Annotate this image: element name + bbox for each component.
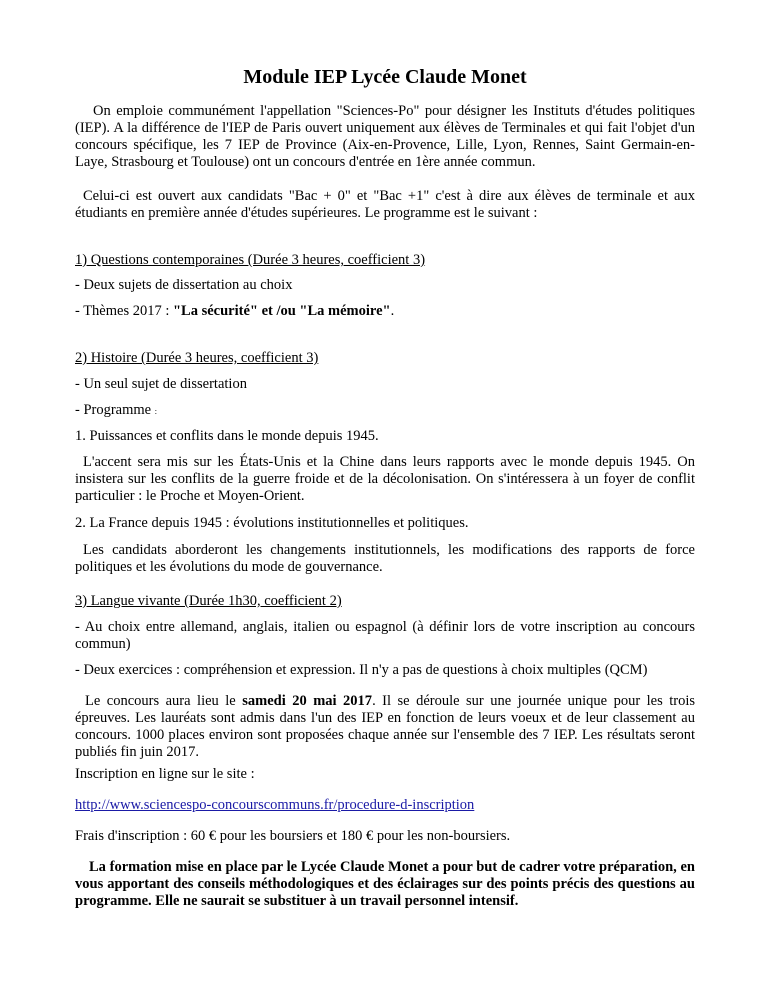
inscription-link[interactable]: http://www.sciencespo-concourscommuns.fr/procedure-d-inscription [75,797,475,813]
section-2-item-2 [75,402,695,420]
inscription-line [75,797,695,814]
conclusion-paragraph: La formation mise en place par le Lycée Claude Monet a pour but de cadrer votre préparation, en vous apportant des conseils méthodologiques et des éclairages sur des points précis des questions au programme. Elle ne saurait se substituer à un travail personnel intensif. [75,859,695,909]
programme-colon: : [154,407,157,416]
section-1-item-2 [75,303,695,320]
themes-period: . [390,303,395,319]
section-2-heading: 2) Histoire (Durée 3 heures, coefficient 3) [75,350,319,366]
intro-paragraph-1: On emploie communément l'appellation "Sciences-Po" pour désigner les Instituts d'études politiques (IEP). A la différence de l'IEP de Paris ouvert uniquement aux élèves de Terminales et qui fait l'objet d'un concours spécifique, les 7 IEP de Province (Aix-en-Provence, Lille, Lyon, Rennes, Saint Germain-en-Laye, Strasbourg et Toulouse) ont un concours d'entrée en 1ère année commun. [75,103,695,170]
section-3-heading: 3) Langue vivante (Durée 1h30, coefficient 2) [75,593,342,609]
frais-line: Frais d'inscription : 60 € pour les boursiers et 180 € pour les non-boursiers. [75,828,511,844]
intro-paragraph-2: Celui-ci est ouvert aux candidats "Bac + 0" et "Bac +1" c'est à dire aux élèves de terminale et aux étudiants en première année d'études supérieures. Le programme est le suivant : [75,188,695,221]
concours-prefix: Le concours aura lieu le [85,693,243,709]
section-3-item-1: - Au choix entre allemand, anglais, italien ou espagnol (à définir lors de votre inscription au concours commun) [75,619,695,652]
section-3-item-2: - Deux exercices : compréhension et expression. Il n'y a pas de questions à choix multiples (QCM) [75,662,648,678]
section-1-item-1: - Deux sujets de dissertation au choix [75,277,293,293]
concours-suffix: . Il se déroule sur une journée unique pour les trois épreuves. Les lauréats sont admis dans l'un des IEP en fonction de leurs voeux et de leur classement au concours. 1000 places environ sont proposées chaque année sur l'ensemble des 7 IEP. Les résultats seront publiés fin juin 2017. [75,693,696,760]
programme-2-title: 2. La France depuis 1945 : évolutions institutionnelles et politiques. [75,515,469,531]
themes-label: - Thèmes 2017 : [75,303,173,319]
programme-2-text: Les candidats aborderont les changements institutionnels, les modifications des rapports de force politiques et les évolutions du mode de gouvernance. [75,542,695,575]
concours-date: samedi 20 mai 2017 [242,693,373,709]
programme-label: - Programme [75,402,152,418]
section-2-item-1: - Un seul sujet de dissertation [75,376,247,392]
concours-paragraph [75,693,695,761]
programme-1-text: L'accent sera mis sur les États-Unis et la Chine dans leurs rapports avec le monde depuis 1945. On insistera sur les conflits de la guerre froide et de la décolonisation. On s'intéressera à un foyer de conflit particulier : le Proche et Moyen-Orient. [75,454,695,504]
themes-value: "La sécurité" et /ou "La mémoire" [173,303,391,319]
inscription-label: Inscription en ligne sur le site : [75,766,255,782]
section-1-heading: 1) Questions contemporaines (Durée 3 heures, coefficient 3) [75,252,426,268]
programme-1-title: 1. Puissances et conflits dans le monde depuis 1945. [75,428,379,444]
document-title: Module IEP Lycée Claude Monet [243,66,527,88]
